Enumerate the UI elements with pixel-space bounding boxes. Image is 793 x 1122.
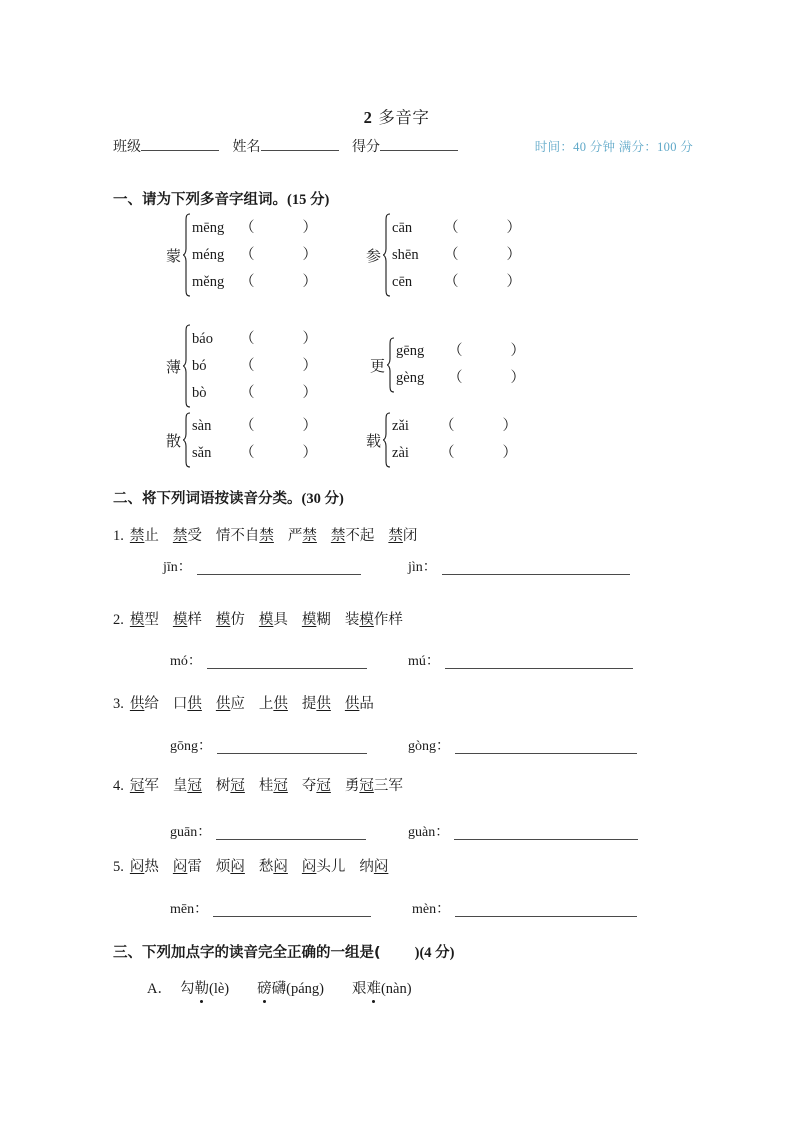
answer-2-2a [170,650,367,670]
brace-row [192,413,317,440]
brace-row [192,440,317,467]
answer-blank[interactable] [454,826,638,840]
entry-suffix: 礴 [271,981,287,997]
brace-row [396,338,525,365]
row-paren-close: ） [506,246,522,263]
brace-row [392,242,521,269]
answer-blank[interactable] [455,740,637,754]
word-target: 供 [316,696,331,712]
group-char: 载 [366,431,382,450]
row-pinyin: měng [192,273,225,290]
word-suffix: 军 [144,778,159,794]
word-suffix: 三军 [373,778,403,794]
answer-blank[interactable] [442,561,630,575]
brace-group-meng [166,213,317,297]
class-blank[interactable] [141,136,219,151]
answer-label: jìn： [408,560,437,575]
word-prefix: 皇 [172,778,188,794]
word-prefix: 勇 [344,778,360,794]
answer-2-2b [408,650,633,670]
answer-label: mó： [170,654,202,669]
curly-brace-icon [182,324,191,408]
word-target: 禁 [330,528,346,544]
row-pinyin: bó [192,357,207,374]
word-target: 冠 [230,778,245,794]
answer-label: jīn： [163,560,192,575]
row-pinyin: cēn [392,273,413,290]
row-paren-close: ） [510,343,526,359]
word-suffix: 样 [187,612,202,628]
class-label: 班级 [113,140,141,155]
row-paren-open: （ [240,330,255,347]
brace-row [192,353,317,380]
word-item [302,692,331,713]
group-rows [192,215,317,296]
section-1-points: (15 分) [287,192,330,208]
word-target: 禁 [302,528,317,544]
word-suffix: 应 [230,696,245,712]
word-suffix: 糊 [316,612,331,628]
row-pinyin: sàn [192,418,212,434]
row-paren-open: （ [448,370,463,386]
name-blank[interactable] [261,136,339,151]
row-pinyin: gèng [396,370,425,386]
answer-blank[interactable] [213,903,371,917]
curly-brace-icon [182,213,191,297]
brace-group-geng [370,337,525,393]
item-number: 5. [113,859,124,875]
word-item [302,774,331,795]
row-pinyin: méng [192,246,225,263]
option-entry [180,977,229,998]
row-paren-close: ） [302,445,318,461]
student-info-row [113,136,693,158]
word-item [173,855,202,876]
row-paren-close: ） [302,357,318,374]
option-entry [352,977,412,998]
answer-label: mēn： [170,902,209,917]
word-prefix: 提 [301,696,317,712]
word-suffix: 作样 [373,612,403,628]
row-pinyin: cān [392,219,413,236]
row-paren-close: ） [502,418,518,434]
word-target: 模 [129,612,145,628]
word-item [302,855,346,876]
brace-row [192,215,317,242]
brace-row [192,242,317,269]
group-char: 薄 [166,357,182,376]
entry-pinyin: (nàn) [380,981,412,997]
word-target: 冠 [273,778,288,794]
answer-label: guàn： [408,825,450,840]
answer-blank[interactable] [207,655,367,669]
word-suffix: 不起 [345,528,375,544]
word-item [130,524,159,545]
row-paren-close: ） [302,273,318,290]
answer-2-5b [412,898,637,918]
name-label: 姓名 [232,140,261,155]
word-suffix: 品 [359,696,374,712]
word-suffix: 头儿 [316,859,346,875]
row-paren-close: ） [302,418,318,434]
section-2-points: (30 分) [301,491,344,507]
row-paren-close: ） [502,445,518,461]
answer-2-4b [408,821,638,841]
word-target: 模 [301,612,317,628]
word-item [173,692,202,713]
group-char: 更 [370,356,386,375]
word-item [345,774,403,795]
title-number: 2 [363,108,373,127]
row-pinyin: sǎn [192,445,212,461]
group-rows [392,215,521,296]
word-item [331,524,375,545]
row-paren-open: （ [240,418,255,434]
answer-label: guān： [170,825,212,840]
answer-label: gōng： [170,739,212,754]
row-paren-close: ） [506,219,522,236]
word-item [388,524,417,545]
section-2-heading-text: 二、将下列词语按读音分类。 [113,491,302,507]
option-entry [257,977,324,998]
word-prefix: 口 [172,696,188,712]
curly-brace-icon [182,412,191,468]
word-target: 禁 [388,528,403,544]
row-pinyin: báo [192,330,213,347]
word-item [359,855,388,876]
word-item [216,855,245,876]
answer-label: mú： [408,654,440,669]
row-paren-close: ） [510,370,526,386]
group-rows [396,338,525,392]
answer-blank[interactable] [445,655,633,669]
word-target: 供 [273,696,288,712]
row-paren-open: （ [240,384,255,401]
answer-blank[interactable] [197,561,361,575]
word-item [173,608,202,629]
word-target: 闷 [172,859,188,875]
word-target: 闷 [373,859,389,875]
section-3-heading-text: 三、下列加点字的读音完全正确的一组是( [113,945,381,961]
word-prefix: 烦 [215,859,231,875]
row-pinyin: zài [392,445,409,461]
word-prefix: 愁 [258,859,274,875]
word-target: 模 [172,612,188,628]
word-target: 模 [215,612,231,628]
entry-prefix: 艰 [351,981,367,997]
word-item [130,608,159,629]
word-target: 模 [359,612,374,628]
word-item [130,692,159,713]
brace-row [192,380,317,407]
word-item [130,774,159,795]
row-paren-open: （ [240,357,255,374]
row-paren-open: （ [440,445,455,461]
section-2-heading [113,487,344,508]
word-target: 冠 [359,778,374,794]
word-item [216,692,245,713]
word-prefix: 夺 [301,778,317,794]
entry-dotted-char: 难 [366,977,381,998]
word-item [259,855,288,876]
row-paren-open: （ [240,445,255,461]
brace-row [192,326,317,353]
section-1-heading-text: 一、请为下列多音字组词。 [113,192,287,208]
answer-2-5a [170,898,371,918]
question-2-5-words [113,855,388,876]
word-prefix: 桂 [258,778,274,794]
row-pinyin: gēng [396,343,425,359]
word-suffix: 具 [273,612,288,628]
brace-group-bao [166,324,317,408]
question-2-3-words [113,692,374,713]
word-item [345,692,374,713]
word-prefix: 情不自 [215,528,260,544]
answer-2-3b [408,735,637,755]
word-suffix: 止 [144,528,159,544]
row-paren-close: ） [302,219,318,236]
name-field[interactable] [233,136,339,156]
row-paren-open: （ [240,246,255,263]
word-target: 模 [258,612,274,628]
word-suffix: 受 [187,528,202,544]
group-rows [192,413,317,467]
item-number: 3. [113,696,124,712]
group-rows [192,326,317,407]
word-target: 冠 [316,778,331,794]
word-item [216,774,245,795]
row-paren-open: （ [444,246,459,263]
word-suffix: 给 [144,696,159,712]
brace-group-can [366,213,521,297]
word-item [259,692,288,713]
option-a[interactable] [147,977,440,998]
answer-label: mèn： [412,902,451,917]
word-suffix: 闭 [402,528,418,544]
entry-dotted-char: 磅 [257,977,272,998]
word-item [259,774,288,795]
brace-group-zai [366,412,517,468]
word-prefix: 纳 [359,859,374,875]
row-pinyin: zǎi [392,418,409,434]
word-target: 供 [344,696,360,712]
word-target: 禁 [259,528,274,544]
brace-row [392,440,517,467]
answer-2-1b [408,556,630,576]
curly-brace-icon [382,412,391,468]
section-1-heading [113,188,329,209]
answer-blank[interactable] [216,826,366,840]
word-suffix: 仿 [230,612,245,628]
word-item [130,855,159,876]
answer-label: gòng： [408,739,450,754]
word-prefix: 装 [344,612,360,628]
word-item [302,608,331,629]
word-item [173,774,202,795]
word-suffix: 雷 [187,859,202,875]
exam-meta: 时间：40 分钟 满分：100 分 [534,140,693,154]
row-paren-close: ） [302,384,318,401]
row-paren-close: ） [506,273,522,290]
word-target: 冠 [187,778,202,794]
word-target: 闷 [129,859,145,875]
brace-row [396,365,525,392]
section-3-points: )(4 分) [414,945,455,961]
question-2-2-words [113,608,403,629]
word-prefix: 严 [287,528,303,544]
score-field[interactable] [352,136,458,156]
word-target: 闷 [273,859,288,875]
question-2-4-words [113,774,403,795]
word-target: 供 [129,696,145,712]
row-paren-open: （ [444,273,459,290]
brace-row [392,413,517,440]
word-suffix: 型 [144,612,159,628]
row-pinyin: bò [192,384,207,401]
curly-brace-icon [382,213,391,297]
row-paren-open: （ [240,273,255,290]
word-item [216,524,274,545]
answer-blank[interactable] [217,740,367,754]
group-rows [392,413,517,467]
row-paren-close: ） [302,246,318,263]
word-item [173,524,202,545]
brace-group-san [166,412,317,468]
answer-2-4a [170,821,366,841]
entry-dotted-char: 勒 [194,977,209,998]
brace-row [392,215,521,242]
row-pinyin: shēn [392,246,419,263]
word-prefix: 树 [215,778,231,794]
option-letter: A． [147,981,172,997]
word-target: 供 [187,696,202,712]
group-char: 蒙 [166,246,182,265]
item-number: 2. [113,612,124,628]
section-3-heading [113,941,455,962]
word-item [259,608,288,629]
score-label: 得分 [352,140,380,155]
score-blank[interactable] [380,136,458,151]
brace-row [392,269,521,296]
word-item [345,608,403,629]
answer-2-3a [170,735,367,755]
item-number: 1. [113,528,124,544]
word-target: 闷 [230,859,245,875]
entry-pinyin: (lè) [208,981,230,997]
row-paren-open: （ [448,343,463,359]
row-pinyin: mēng [192,219,225,236]
word-suffix: 热 [144,859,159,875]
brace-row [192,269,317,296]
item-number: 4. [113,778,124,794]
word-item [216,608,245,629]
row-paren-close: ） [302,330,318,347]
page-title [0,104,793,128]
row-paren-open: （ [240,219,255,236]
row-paren-open: （ [440,418,455,434]
question-2-1-words [113,524,417,545]
row-paren-open: （ [444,219,459,236]
title-text: 多音字 [378,108,430,127]
word-item [288,524,317,545]
word-target: 禁 [172,528,188,544]
group-char: 散 [166,431,182,450]
entry-pinyin: (páng) [286,981,324,997]
word-prefix: 上 [258,696,274,712]
answer-2-1a [163,556,361,576]
group-char: 参 [366,246,382,265]
entry-prefix: 勾 [179,981,195,997]
word-target: 禁 [129,528,145,544]
class-field[interactable] [113,136,219,156]
word-target: 冠 [129,778,145,794]
word-target: 供 [215,696,231,712]
word-target: 闷 [301,859,317,875]
curly-brace-icon [386,337,395,393]
answer-blank[interactable] [455,903,637,917]
